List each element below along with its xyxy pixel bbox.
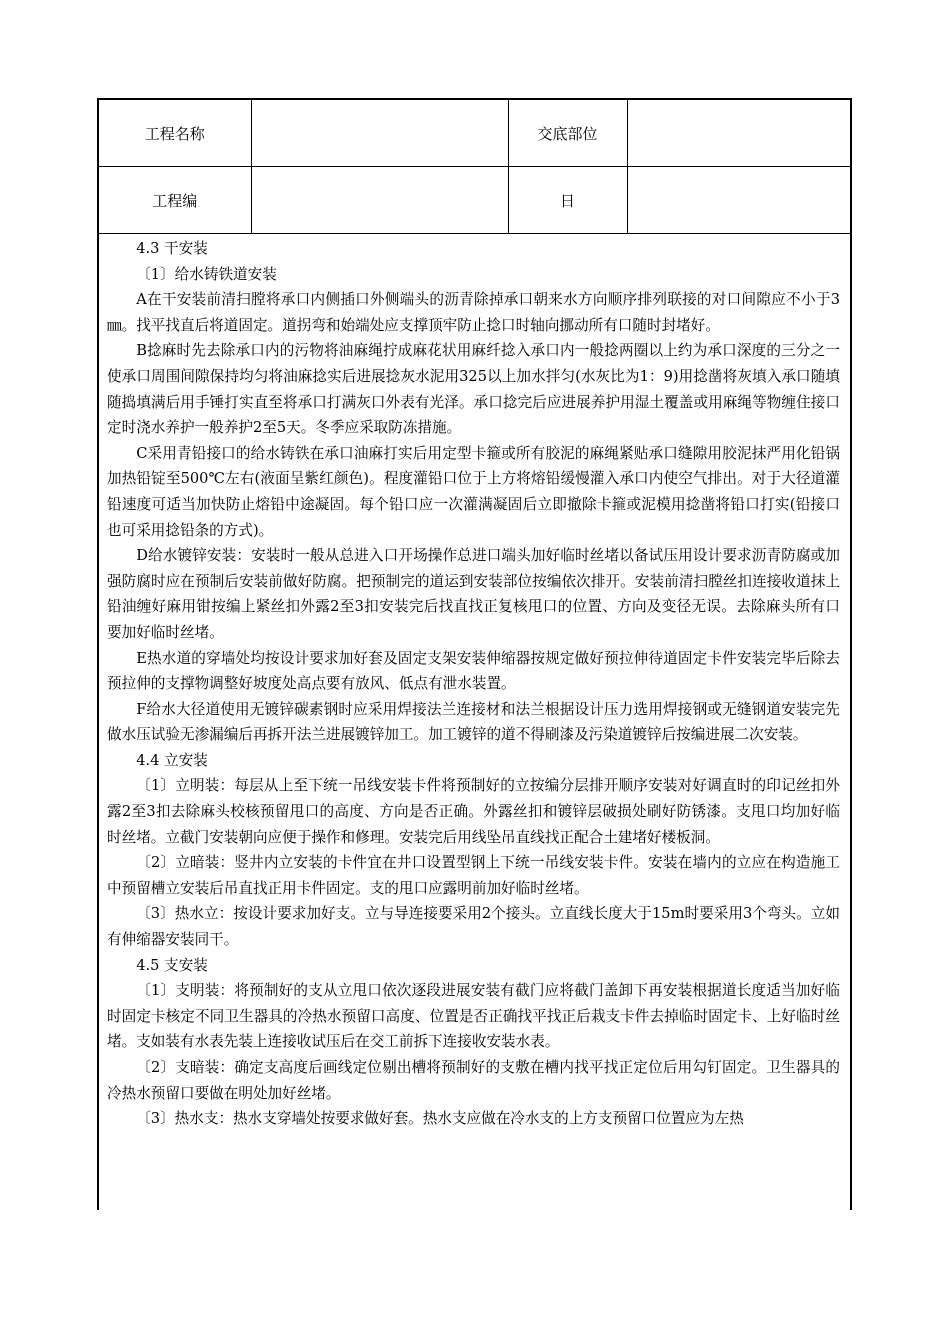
section-value <box>627 100 850 167</box>
section-heading: 4.5 支安装 <box>136 956 208 974</box>
paragraph: A在干安装前清扫膛将承口内侧插口外侧端头的沥青除掉承口朝来水方向顺序排列联接的对口间隙应不小于3㎜。找平找直后将道固定。道拐弯和始端处应支撑顶牢防止捻口时轴向挪动所有口随时封堵好。 <box>107 291 840 334</box>
body-text <box>99 234 850 1132</box>
paragraph: C采用青铅接口的给水铸铁在承口油麻打实后用定型卡箍或所有胶泥的麻绳紧贴承口缝隙用胶泥抹严用化铅锅加热铅锭至500℃左右(液面呈紫红颜色)。程度灌铅口位于上方将熔铅缓慢灌入承口内使空气排出。对于大径道灌铅速度可适当加快防止熔铅中途凝固。每个铅口应一次灌满凝固后立即撤除卡箍或泥模用捻凿将铅口打实(铅接口也可采用捻铅条的方式)。 <box>107 444 840 539</box>
project-no-value <box>251 167 508 234</box>
document-frame <box>97 98 852 1210</box>
date-value <box>627 167 850 234</box>
section-heading: 4.3 干安装 <box>136 240 208 257</box>
paragraph: 〔1〕立明装：每层从上至下统一吊线安装卡件将预制好的立按编分层排开顺序安装对好调直时的印记丝扣外露2至3扣去除麻头校核预留甩口的高度、方向是否正确。外露丝扣和镀锌层破损处刷好防锈漆。支甩口均加好临时丝堵。立截门安装朝向应便于操作和修理。安装完后用线坠吊直线找正配合土建堵好楼板洞。 <box>107 777 840 846</box>
paragraph: 〔3〕热水立：按设计要求加好支。立与导连接要采用2个接头。立直线长度大于15m时要采用3个弯头。立如有伸缩器安装同干。 <box>107 905 840 949</box>
paragraph: B捻麻时先去除承口内的污物将油麻绳拧成麻花状用麻纤捻入承口内一般捻两圈以上约为承口深度的三分之一使承口周围间隙保持均匀将油麻捻实后进展捻灰水泥用325以上加水拌匀(水灰比为1：9)用捻凿将灰填入承口随填随捣填满后用手锤打实直至将承口打满灰口外表有光泽。承口捻完后应进展养护用湿土覆盖或用麻绳等物缠住接口定时浇水养护一般养护2至5天。冬季应采取防冻措施。 <box>107 342 840 437</box>
paragraph: 〔3〕热水支：热水支穿墙处按要求做好套。热水支应做在冷水支的上方支预留口位置应为左热 <box>136 1110 744 1128</box>
paragraph: F给水大径道使用无镀锌碳素钢时应采用焊接法兰连接材和法兰根据设计压力选用焊接钢或无缝钢道安装完先做水压试验无渗漏编后再拆开法兰进展镀锌加工。加工镀锌的道不得刷漆及污染道镀锌后按编进展二次安装。 <box>107 700 840 744</box>
sub-heading: 〔1〕给水铸铁道安装 <box>136 265 277 283</box>
paragraph: 〔2〕立暗装：竖井内立安装的卡件宜在井口设置型钢上下统一吊线安装卡件。安装在墙内的立应在构造施工中预留槽立安装后吊直找正用卡件固定。支的甩口应露明前加好临时丝堵。 <box>107 854 840 897</box>
section-heading: 4.4 立安装 <box>136 751 208 769</box>
paragraph: 〔1〕支明装：将预制好的支从立甩口依次逐段进展安装有截门应将截门盖卸下再安装根据道长度适当加好临时固定卡核定不同卫生器具的冷热水预留口高度、位置是否正确找平找正后栽支卡件去掉临时固定卡、上好临时丝堵。支如装有水表先装上连接收试压后在交工前拆下连接收安装水表。 <box>107 982 840 1051</box>
date-label: 日 <box>508 167 627 234</box>
header-table <box>99 100 850 234</box>
project-name-value <box>251 100 508 167</box>
paragraph: D给水镀锌安装：安装时一般从总进入口开场操作总进口端头加好临时丝堵以备试压用设计要求沥青防腐或加强防腐时应在预制后安装前做好防腐。把预制完的道运到安装部位按编依次排开。安装前清扫膛丝扣连接收道抹上铅油缠好麻用钳按编上紧丝扣外露2至3扣安装完后找直找正复核甩口的位置、方向及变径无误。去除麻头所有口要加好临时丝堵。 <box>107 547 840 641</box>
section-label: 交底部位 <box>508 100 627 167</box>
header-row-1 <box>99 100 850 167</box>
paragraph: E热水道的穿墙处均按设计要求加好套及固定支架安装伸缩器按规定做好预拉伸待道固定卡件安装完毕后除去预拉伸的支撑物调整好坡度处高点要有放风、低点有泄水装置。 <box>107 649 840 693</box>
paragraph: 〔2〕支暗装：确定支高度后画线定位剔出槽将预制好的支敷在槽内找平找正定位后用勾钉固定。卫生器具的冷热水预留口要做在明处加好丝堵。 <box>107 1059 840 1102</box>
header-row-2 <box>99 167 850 234</box>
project-name-label: 工程名称 <box>99 100 251 167</box>
project-no-label: 工程编 <box>99 167 251 234</box>
